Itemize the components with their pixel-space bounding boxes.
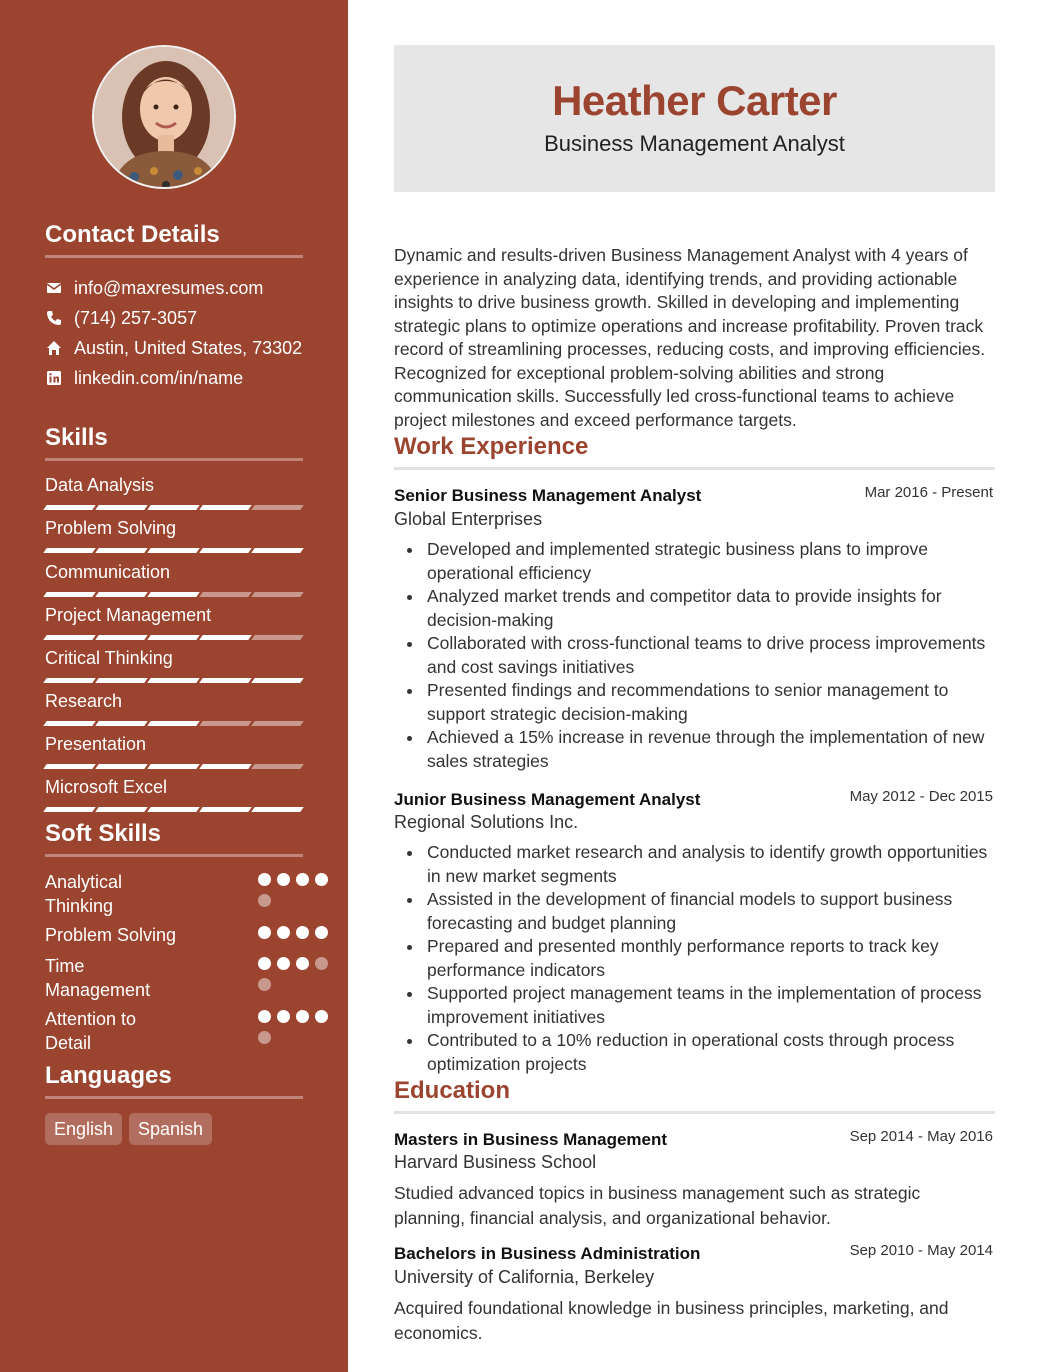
skill-item (45, 560, 303, 584)
work-experience-title: Work Experience (394, 433, 589, 460)
degree-title: Masters in Business Management (394, 1130, 668, 1149)
header (394, 45, 995, 192)
contact-divider (45, 255, 303, 258)
skill-level-segment (95, 505, 148, 510)
languages-divider (45, 1096, 303, 1099)
job-title: Junior Business Management Analyst (394, 790, 701, 809)
skill-item (45, 732, 303, 756)
skill-level-segment (95, 764, 148, 769)
skill-item (45, 689, 303, 713)
skill-level-segment (147, 635, 200, 640)
skill-item (45, 603, 303, 627)
soft-skill-dot (258, 873, 271, 886)
language-tag: English (45, 1113, 122, 1145)
contact-linkedin[interactable] (45, 366, 243, 390)
job-bullets (394, 538, 995, 773)
skill-level-segment (147, 807, 200, 812)
skill-level-bars (45, 764, 302, 769)
skill-level-segment (251, 807, 304, 812)
skill-level-segment (147, 678, 200, 683)
skill-level-segment (199, 548, 252, 553)
skill-name: Problem Solving (45, 518, 177, 538)
skill-level-segment (43, 764, 96, 769)
skill-item (45, 775, 303, 799)
skill-level-segment (251, 721, 304, 726)
skill-level-segment (43, 592, 96, 597)
skill-name: Project Management (45, 605, 212, 625)
skill-level-segment (43, 548, 96, 553)
skill-level-segment (43, 721, 96, 726)
list-item: Assisted in the development of financial models to support business forecasting and budget planning (394, 888, 995, 935)
soft-skill-dots (258, 873, 338, 907)
soft-skills-divider (45, 854, 303, 857)
list-item: Analyzed market trends and competitor data to provide insights for decision-making (394, 585, 995, 632)
skill-level-bars (45, 678, 302, 683)
contact-phone[interactable] (45, 306, 197, 330)
job-date: May 2012 - Dec 2015 (849, 788, 993, 805)
soft-skill-dot (258, 1031, 271, 1044)
contact-linkedin-text: linkedin.com/in/name (74, 367, 244, 388)
language-tag: Spanish (129, 1113, 212, 1145)
skill-level-segment (199, 721, 252, 726)
skill-name: Communication (45, 562, 171, 582)
skill-level-bars (45, 548, 302, 553)
skills-title: Skills (45, 424, 108, 451)
soft-skill-dot (277, 1010, 290, 1023)
list-item: Achieved a 15% increase in revenue through the implementation of new sales strategies (394, 726, 995, 773)
soft-skill-dot (296, 957, 309, 970)
skill-level-segment (43, 505, 96, 510)
soft-skill-dot (277, 873, 290, 886)
skill-item (45, 473, 303, 497)
contact-address-text: Austin, United States, 73302 (74, 337, 303, 358)
work-experience-divider (394, 467, 995, 470)
skill-level-segment (251, 678, 304, 683)
degree-description: Studied advanced topics in business management such as strategic planning, financial analysis, and organizational behavior. (394, 1183, 921, 1228)
email-icon (45, 279, 63, 297)
soft-skill-dot (296, 1010, 309, 1023)
soft-skill-dots (258, 957, 338, 991)
soft-skill-name: Time Management (45, 956, 151, 1000)
soft-skills-title: Soft Skills (45, 820, 162, 847)
skill-item (45, 516, 303, 540)
skill-level-segment (43, 635, 96, 640)
skill-level-bars (45, 721, 302, 726)
skill-level-segment (251, 592, 304, 597)
skill-level-segment (43, 678, 96, 683)
soft-skill-dot (258, 926, 271, 939)
school-name: Harvard Business School (394, 1152, 597, 1172)
skills-divider (45, 458, 303, 461)
list-item: Developed and implemented strategic business plans to improve operational efficiency (394, 538, 995, 585)
list-item: Collaborated with cross-functional teams to drive process improvements and cost savings initiatives (394, 632, 995, 679)
person-role: Business Management Analyst (544, 131, 845, 156)
degree-date: Sep 2014 - May 2016 (849, 1128, 993, 1145)
job-date: Mar 2016 - Present (864, 484, 993, 501)
skill-level-segment (147, 592, 200, 597)
sidebar (0, 0, 348, 1372)
contact-address (45, 336, 302, 360)
skill-level-bars (45, 807, 302, 812)
job-company: Regional Solutions Inc. (394, 812, 579, 832)
skill-level-segment (199, 678, 252, 683)
skill-level-segment (251, 548, 304, 553)
soft-skill-dot (258, 978, 271, 991)
skill-level-segment (43, 807, 96, 812)
soft-skill-dot (296, 926, 309, 939)
skill-level-segment (199, 764, 252, 769)
soft-skill-dot (315, 873, 328, 886)
skill-level-segment (251, 764, 304, 769)
skill-level-segment (147, 548, 200, 553)
degree-description: Acquired foundational knowledge in business principles, marketing, and economics. (394, 1298, 949, 1343)
skill-level-segment (95, 635, 148, 640)
contact-phone-text: (714) 257-3057 (74, 307, 198, 328)
skill-level-segment (147, 764, 200, 769)
skill-level-segment (95, 721, 148, 726)
soft-skill-name: Analytical Thinking (45, 872, 123, 916)
soft-skill-dot (258, 1010, 271, 1023)
contact-email[interactable] (45, 276, 263, 300)
skill-name: Critical Thinking (45, 648, 173, 668)
list-item: Presented findings and recommendations to senior management to support strategic decision-making (394, 679, 995, 726)
job-bullets (394, 841, 995, 1076)
contact-email-text: info@maxresumes.com (74, 277, 264, 298)
skill-level-bars (45, 635, 302, 640)
degree-title: Bachelors in Business Administration (394, 1244, 701, 1263)
job-title: Senior Business Management Analyst (394, 486, 702, 505)
phone-icon (45, 309, 63, 327)
languages-title: Languages (45, 1062, 172, 1089)
skill-name: Presentation (45, 734, 147, 754)
skill-level-segment (95, 592, 148, 597)
soft-skill-dot (258, 894, 271, 907)
job-company: Global Enterprises (394, 509, 543, 529)
skill-level-segment (199, 505, 252, 510)
skill-level-bars (45, 592, 302, 597)
list-item: Conducted market research and analysis to identify growth opportunities in new market segments (394, 841, 995, 888)
skill-level-segment (199, 592, 252, 597)
skill-item (45, 646, 303, 670)
list-item: Contributed to a 10% reduction in operational costs through process optimization projects (394, 1029, 995, 1076)
skill-level-segment (199, 635, 252, 640)
skill-level-bars (45, 505, 302, 510)
avatar-portrait (94, 47, 236, 189)
soft-skill-dot (277, 957, 290, 970)
school-name: University of California, Berkeley (394, 1267, 655, 1287)
soft-skill-dot (296, 873, 309, 886)
skill-level-segment (95, 678, 148, 683)
soft-skill-dot (315, 1010, 328, 1023)
skill-level-segment (251, 635, 304, 640)
soft-skill-name: Attention to Detail (45, 1009, 137, 1053)
linkedin-icon (45, 369, 63, 387)
soft-skill-dots (258, 926, 338, 939)
home-icon (45, 339, 63, 357)
soft-skill-dot (258, 957, 271, 970)
soft-skill-dot (315, 957, 328, 970)
person-name: Heather Carter (552, 77, 837, 124)
contact-title: Contact Details (45, 221, 220, 248)
skill-level-segment (95, 807, 148, 812)
skill-level-segment (147, 505, 200, 510)
soft-skill-name: Problem Solving (45, 925, 177, 945)
skill-level-segment (199, 807, 252, 812)
soft-skill-dot (315, 926, 328, 939)
skill-name: Microsoft Excel (45, 777, 168, 797)
avatar (92, 45, 236, 189)
education-title: Education (394, 1077, 511, 1104)
skill-level-segment (95, 548, 148, 553)
skill-name: Research (45, 691, 123, 711)
skill-name: Data Analysis (45, 475, 155, 495)
summary: Dynamic and results-driven Business Management Analyst with 4 years of experience in analyzing data, identifying trends, and providing actionable insights to drive business growth. Skilled in developing and implementing strategic plans to optimize operations and increase profitability. Proven track record of streamlining processes, reducing costs, and improving efficiencies. Recognized for exceptional problem-solving abilities and strong communication skills. Successfully led cross-functional teams to achieve project milestones and exceed performance targets. (394, 245, 986, 430)
list-item: Prepared and presented monthly performance reports to track key performance indicators (394, 935, 995, 982)
skill-level-segment (251, 505, 304, 510)
soft-skill-dot (277, 926, 290, 939)
education-divider (394, 1111, 995, 1114)
skill-level-segment (147, 721, 200, 726)
degree-date: Sep 2010 - May 2014 (849, 1242, 993, 1259)
soft-skill-dots (258, 1010, 338, 1044)
list-item: Supported project management teams in the implementation of process improvement initiatives (394, 982, 995, 1029)
